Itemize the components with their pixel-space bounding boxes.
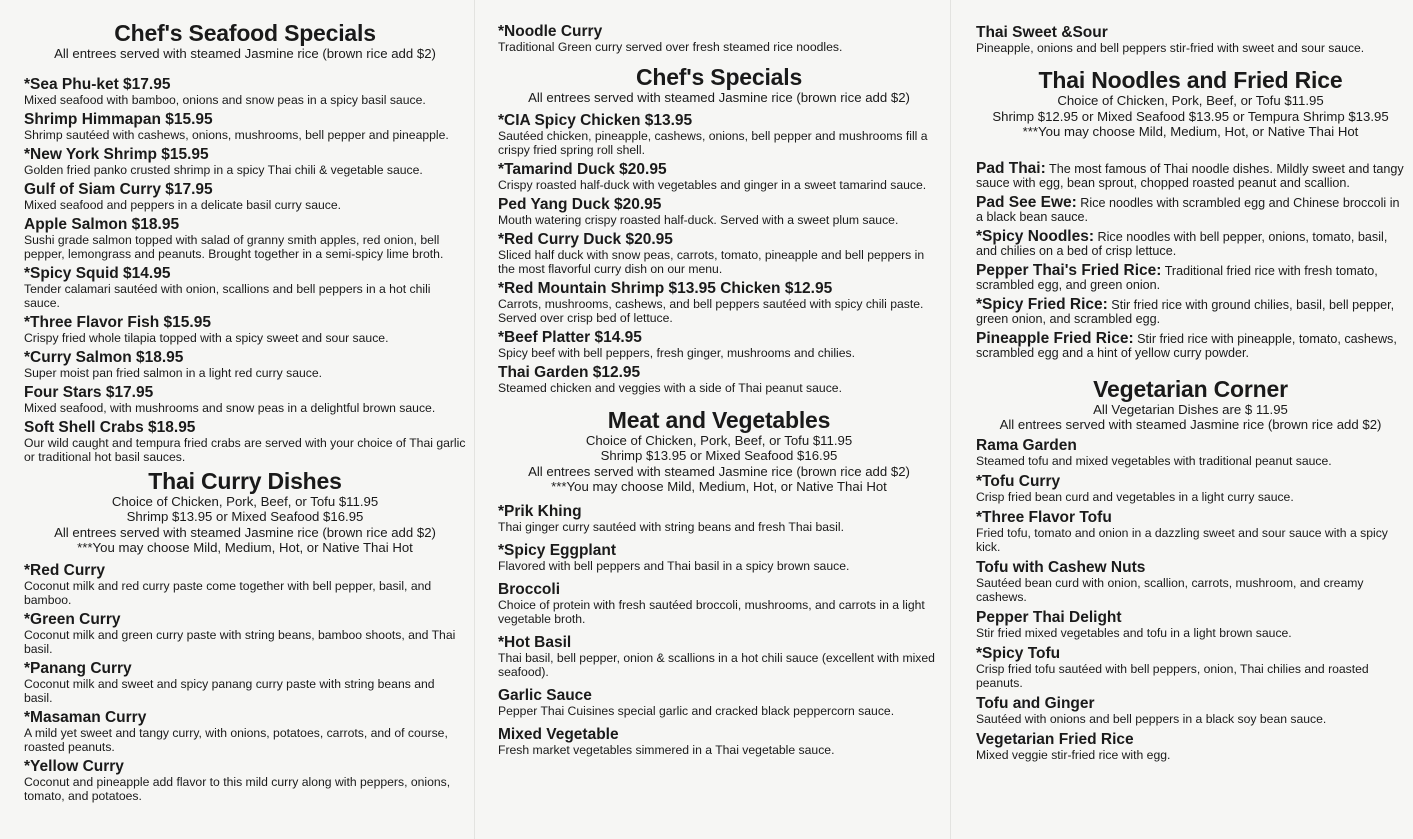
item-description: Flavored with bell peppers and Thai basil in a spicy brown sauce. xyxy=(498,558,850,573)
menu-item xyxy=(976,227,1405,258)
item-name: *Spicy Noodles: xyxy=(976,227,1094,245)
section-note: All entrees served with steamed Jasmine rice (brown rice add $2) xyxy=(999,417,1382,432)
menu-item xyxy=(24,419,466,464)
item-name: *Panang Curry xyxy=(24,659,132,677)
item-name: *Red Curry Duck $20.95 xyxy=(498,230,673,248)
item-description: Coconut and pineapple add flavor to this mild curry along with peppers, onions, tomato, and potatoes. xyxy=(24,774,451,803)
item-name: *Hot Basil xyxy=(498,633,572,651)
item-list xyxy=(24,562,466,803)
menu-item xyxy=(976,609,1405,640)
section-note: Shrimp $12.95 or Mixed Seafood $13.95 or Tempura Shrimp $13.95 xyxy=(992,108,1389,124)
item-description: Stir fried mixed vegetables and tofu in a light brown sauce. xyxy=(976,625,1292,640)
menu-item xyxy=(498,161,940,192)
item-description: Golden fried panko crusted shrimp in a spicy Thai chili & vegetable sauce. xyxy=(24,162,423,177)
item-description: Stir fried rice with ground chilies, basil, bell pepper, green onion, and scrambled egg. xyxy=(976,297,1395,326)
menu-item xyxy=(498,112,940,157)
item-entry xyxy=(976,261,1405,292)
section-title: Meat and Vegetables xyxy=(607,406,831,433)
item-name: Pineapple Fried Rice: xyxy=(976,329,1134,347)
item-description: Carrots, mushrooms, cashews, and bell peppers sautéed with spicy chili paste. Served over crisp bed of lettuce. xyxy=(498,296,924,325)
menu-item xyxy=(498,23,940,54)
section-note: All entrees served with steamed Jasmine rice (brown rice add $2) xyxy=(528,90,910,105)
item-description: Coconut milk and sweet and spicy panang curry paste with string beans and basil. xyxy=(24,676,435,705)
item-name: Pad Thai: xyxy=(976,159,1046,177)
item-name: *Tamarind Duck $20.95 xyxy=(498,160,667,178)
item-description: Sushi grade salmon topped with salad of granny smith apples, red onion, bell pepper, lemongrass and peanuts. Brought together in a semi-spicy lime broth. xyxy=(24,232,444,261)
menu-item xyxy=(498,231,940,276)
menu-item xyxy=(976,645,1405,690)
item-description: Crisp fried tofu sautéed with bell peppers, onion, Thai chilies and roasted peanuts. xyxy=(976,661,1369,690)
item-entry xyxy=(976,159,1405,190)
menu-item xyxy=(24,758,466,803)
menu-item xyxy=(24,562,466,607)
item-description: Crisp fried bean curd and vegetables in a light curry sauce. xyxy=(976,489,1294,504)
menu-item xyxy=(976,695,1405,726)
item-description: Fresh market vegetables simmered in a Thai vegetable sauce. xyxy=(498,742,835,757)
item-name: *Three Flavor Tofu xyxy=(976,508,1112,526)
section-note: ***You may choose Mild, Medium, Hot, or Native Thai Hot xyxy=(551,479,887,494)
menu-item xyxy=(498,726,940,757)
item-name: Four Stars $17.95 xyxy=(24,383,154,401)
item-description: Choice of protein with fresh sautéed broccoli, mushrooms, and carrots in a light vegetable broth. xyxy=(498,597,925,626)
section-title: Chef's Seafood Specials xyxy=(114,20,376,46)
item-description: Coconut milk and red curry paste come together with bell pepper, basil, and bamboo. xyxy=(24,578,432,607)
menu-item xyxy=(976,329,1405,360)
item-name: Apple Salmon $18.95 xyxy=(24,215,180,233)
item-entry xyxy=(976,227,1405,258)
menu-item xyxy=(24,146,466,177)
noodles-rice-section xyxy=(976,67,1405,360)
item-description: Coconut milk and green curry paste with string beans, bamboo shoots, and Thai basil. xyxy=(24,627,456,656)
item-name: Vegetarian Fried Rice xyxy=(976,730,1134,748)
item-description: Stir fried rice with pineapple, tomato, cashews, scrambled egg and a hint of yellow curry powder. xyxy=(976,331,1397,360)
fold-line xyxy=(950,0,951,839)
item-name: *Sea Phu-ket $17.95 xyxy=(24,75,171,93)
item-description: Sautéed chicken, pineapple, cashews, onions, bell pepper and mushrooms fill a crispy fried spring roll shell. xyxy=(498,128,928,157)
item-name: Garlic Sauce xyxy=(498,686,592,704)
section-note: Choice of Chicken, Pork, Beef, or Tofu $11.95 xyxy=(585,432,853,448)
item-name: *Yellow Curry xyxy=(24,757,124,775)
item-description: Tender calamari sautéed with onion, scallions and bell peppers in a hot chili sauce. xyxy=(24,281,431,310)
menu-item xyxy=(24,216,466,261)
section-note: Choice of Chicken, Pork, Beef, or Tofu $11.95 xyxy=(111,493,379,509)
item-name: *Beef Platter $14.95 xyxy=(498,328,642,346)
item-name: *Spicy Squid $14.95 xyxy=(24,264,171,282)
item-description: Sliced half duck with snow peas, carrots, tomato, pineapple and bell peppers in the most flavorful curry dish on our menu. xyxy=(498,247,925,276)
item-list xyxy=(976,159,1405,360)
menu-item xyxy=(24,709,466,754)
item-name: Thai Garden $12.95 xyxy=(498,363,641,381)
menu-item xyxy=(976,261,1405,292)
menu-item xyxy=(498,280,940,325)
section-note: Choice of Chicken, Pork, Beef, or Tofu $11.95 xyxy=(1057,93,1324,108)
section-title: Thai Noodles and Fried Rice xyxy=(1038,67,1343,93)
item-description: Crispy fried whole tilapia topped with a spicy sweet and sour sauce. xyxy=(24,330,389,345)
menu-item xyxy=(24,660,466,705)
item-description: Mixed seafood and peppers in a delicate basil curry sauce. xyxy=(24,197,342,212)
item-description: Our wild caught and tempura fried crabs are served with your choice of Thai garlic or traditional hot basil sauces. xyxy=(24,435,466,464)
section-title: Chef's Specials xyxy=(635,64,803,90)
section-title: Thai Curry Dishes xyxy=(148,467,342,494)
item-name: *CIA Spicy Chicken $13.95 xyxy=(498,111,693,129)
item-name: *Noodle Curry xyxy=(498,23,603,40)
menu-column-right xyxy=(950,0,1413,839)
item-description: Rice noodles with bell pepper, onions, tomato, basil, and chilies on a bed of crisp lettuce. xyxy=(976,229,1388,258)
menu-item xyxy=(498,196,940,227)
menu-item xyxy=(498,581,940,626)
item-description: Pineapple, onions and bell peppers stir-fried with sweet and sour sauce. xyxy=(976,41,1365,55)
item-description: Mixed seafood with bamboo, onions and snow peas in a spicy basil sauce. xyxy=(24,92,426,107)
item-name: Soft Shell Crabs $18.95 xyxy=(24,418,196,436)
item-name: *New York Shrimp $15.95 xyxy=(24,145,209,163)
item-name: *Masaman Curry xyxy=(24,708,147,726)
menu-column-middle xyxy=(474,0,950,839)
section-title: Vegetarian Corner xyxy=(1093,375,1288,402)
fold-line xyxy=(474,0,475,839)
item-name: Tofu and Ginger xyxy=(976,694,1095,712)
section-note: All entrees served with steamed Jasmine rice (brown rice add $2) xyxy=(528,463,910,479)
menu-item xyxy=(24,265,466,310)
item-name: *Curry Salmon $18.95 xyxy=(24,348,184,366)
item-name: *Red Mountain Shrimp $13.95 Chicken $12.95 xyxy=(498,279,833,297)
item-name: *Red Curry xyxy=(24,561,105,579)
item-entry xyxy=(976,329,1405,360)
item-description: Pepper Thai Cuisines special garlic and cracked black peppercorn sauce. xyxy=(498,703,895,718)
item-name: Gulf of Siam Curry $17.95 xyxy=(24,180,213,198)
menu-item xyxy=(24,349,466,380)
chefs-specials-section xyxy=(498,64,940,395)
item-list xyxy=(498,112,940,395)
menu-column-left xyxy=(0,0,474,839)
item-description: The most famous of Thai noodle dishes. Mildly sweet and tangy sauce with egg, bean sprout, chopped roasted peanut and scallion. xyxy=(976,161,1404,190)
item-description: Spicy beef with bell peppers, fresh ginger, mushrooms and chilies. xyxy=(498,345,856,360)
menu-item xyxy=(498,364,940,395)
item-description: Thai ginger curry sautéed with string beans and fresh Thai basil. xyxy=(498,519,844,534)
item-name: *Spicy Tofu xyxy=(976,644,1061,662)
section-note: All entrees served with steamed Jasmine rice (brown rice add $2) xyxy=(54,524,436,540)
item-name: *Tofu Curry xyxy=(976,472,1061,490)
menu-item xyxy=(976,295,1405,326)
item-name: Shrimp Himmapan $15.95 xyxy=(24,110,213,128)
menu-item xyxy=(24,111,466,142)
vegetarian-section xyxy=(976,376,1405,762)
menu-item xyxy=(24,611,466,656)
meat-vegetables-section xyxy=(498,407,940,757)
item-list xyxy=(498,503,940,757)
item-description: Steamed tofu and mixed vegetables with traditional peanut sauce. xyxy=(976,453,1332,468)
item-description: Shrimp sautéed with cashews, onions, mushrooms, bell pepper and pineapple. xyxy=(24,127,449,142)
item-list xyxy=(24,76,466,464)
menu-item xyxy=(976,159,1405,190)
item-name: *Spicy Eggplant xyxy=(498,541,616,559)
menu-item xyxy=(24,181,466,212)
menu-item xyxy=(976,509,1405,554)
item-list xyxy=(976,437,1405,762)
section-note: Shrimp $13.95 or Mixed Seafood $16.95 xyxy=(126,509,364,524)
item-name: *Green Curry xyxy=(24,610,121,628)
item-description: Mixed seafood, with mushrooms and snow peas in a delightful brown sauce. xyxy=(24,400,436,415)
item-description: Crispy roasted half-duck with vegetables and ginger in a sweet tamarind sauce. xyxy=(498,177,927,192)
item-name: *Spicy Fried Rice: xyxy=(976,295,1108,313)
menu-item xyxy=(24,384,466,415)
item-name: Rama Garden xyxy=(976,436,1077,454)
menu-item xyxy=(498,542,940,573)
menu-item xyxy=(976,193,1405,224)
item-description: Sautéed with onions and bell peppers in a black soy bean sauce. xyxy=(976,711,1327,726)
item-name: Pepper Thai's Fried Rice: xyxy=(976,261,1162,279)
menu-item xyxy=(24,76,466,107)
item-description: Mixed veggie stir-fried rice with egg. xyxy=(976,747,1171,762)
seafood-section xyxy=(24,20,466,464)
item-name: Pad See Ewe: xyxy=(976,193,1077,211)
item-description: Rice noodles with scrambled egg and Chinese broccoli in a black bean sauce. xyxy=(976,195,1400,224)
section-note: ***You may choose Mild, Medium, Hot, or Native Thai Hot xyxy=(77,540,413,555)
item-name: Ped Yang Duck $20.95 xyxy=(498,195,662,213)
item-description: Fried tofu, tomato and onion in a dazzling sweet and sour sauce with a spicy kick. xyxy=(976,525,1388,554)
section-note: ***You may choose Mild, Medium, Hot, or Native Thai Hot xyxy=(1022,124,1359,139)
section-note: All Vegetarian Dishes are $ 11.95 xyxy=(1093,401,1288,417)
menu-item xyxy=(498,634,940,679)
item-name: Tofu with Cashew Nuts xyxy=(976,558,1146,576)
item-name: Pepper Thai Delight xyxy=(976,608,1122,626)
menu-item xyxy=(976,437,1405,468)
menu-item xyxy=(24,314,466,345)
item-description: Traditional Green curry served over fresh steamed rice noodles. xyxy=(498,40,843,54)
curry-section xyxy=(24,468,466,803)
menu-item xyxy=(498,687,940,718)
menu-item xyxy=(976,24,1405,55)
item-name: *Three Flavor Fish $15.95 xyxy=(24,313,211,331)
item-name: Thai Sweet &Sour xyxy=(976,24,1108,41)
item-description: Steamed chicken and veggies with a side of Thai peanut sauce. xyxy=(498,380,842,395)
menu-item xyxy=(976,473,1405,504)
menu-item xyxy=(498,329,940,360)
item-description: Sautéed bean curd with onion, scallion, carrots, mushroom, and creamy cashews. xyxy=(976,575,1364,604)
section-note: All entrees served with steamed Jasmine rice (brown rice add $2) xyxy=(54,46,436,61)
menu-item xyxy=(976,731,1405,762)
menu-item xyxy=(498,503,940,534)
item-name: Broccoli xyxy=(498,580,561,598)
item-description: Traditional fried rice with fresh tomato, scrambled egg, and green onion. xyxy=(976,263,1378,292)
item-name: *Prik Khing xyxy=(498,502,582,520)
item-entry xyxy=(976,193,1405,224)
item-description: A mild yet sweet and tangy curry, with onions, potatoes, carrots, and of course, roasted peanuts. xyxy=(24,725,448,754)
item-name: Mixed Vegetable xyxy=(498,725,619,743)
section-note: Shrimp $13.95 or Mixed Seafood $16.95 xyxy=(600,448,838,463)
menu-item xyxy=(976,559,1405,604)
item-description: Thai basil, bell pepper, onion & scallions in a hot chili sauce (excellent with mixed seafood). xyxy=(498,650,935,679)
item-description: Super moist pan fried salmon in a light red curry sauce. xyxy=(24,365,323,380)
item-entry xyxy=(976,295,1405,326)
item-description: Mouth watering crispy roasted half-duck. Served with a sweet plum sauce. xyxy=(498,212,899,227)
